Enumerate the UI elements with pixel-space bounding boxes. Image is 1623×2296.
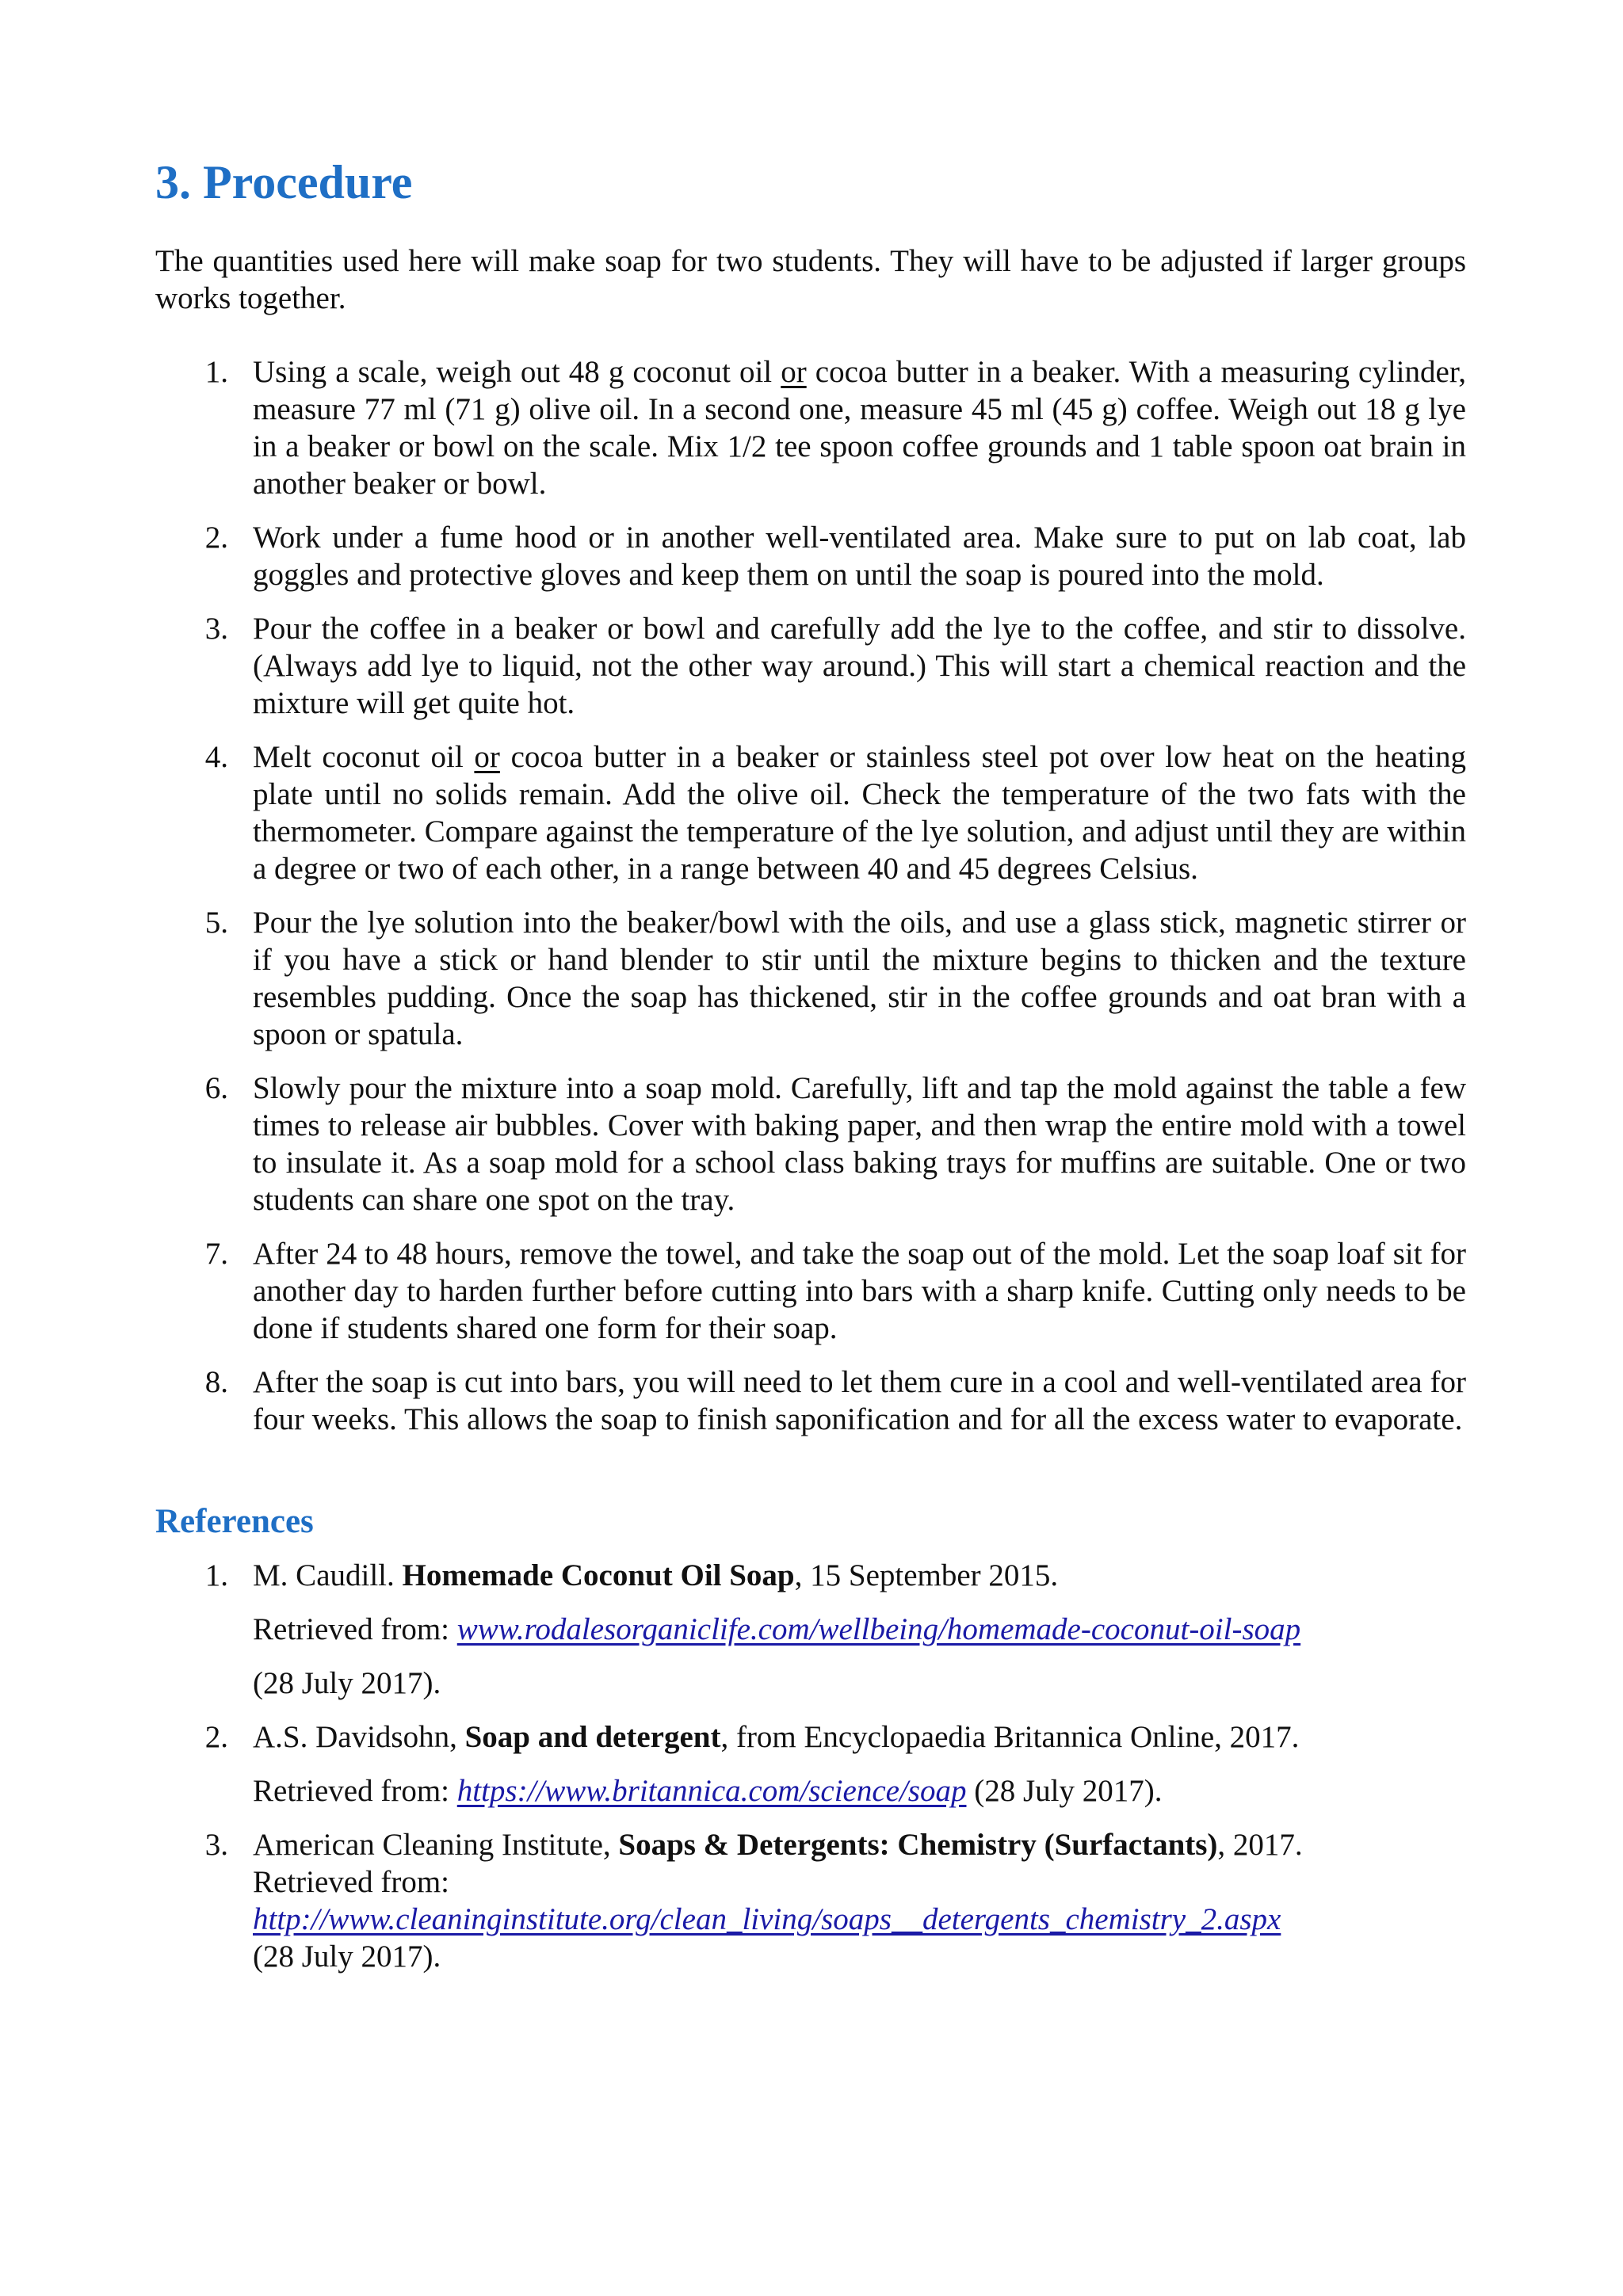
reference-date: (28 July 2017). (966, 1774, 1163, 1808)
references-title: References (155, 1503, 314, 1540)
step-number: 5. (204, 906, 228, 940)
procedure-step (155, 1070, 1466, 1219)
procedure-steps (155, 353, 1466, 1438)
reference-link-line (253, 1901, 1466, 1938)
step-text: Melt coconut oil or cocoa butter in a beaker or stainless steel pot over low heat on the heating plate until no solids remain. Add the olive oil. Check the temperature of the two fats with the thermometer. Compare against the temperature of the lye solution, and adjust until they are within a degree or two of each other, in a range between 40 and 45 degrees Celsius. (253, 740, 1466, 886)
procedure-step (155, 1235, 1466, 1347)
step-text: Pour the lye solution into the beaker/bowl with the oils, and use a glass stick, magnetic stirrer or if you have a stick or hand blender to stir until the mixture begins to thicken and the texture resembles pudding. Once the soap has thickened, stir in the coffee grounds and oat bran with a spoon or spatula. (253, 906, 1466, 1051)
intro-paragraph: The quantities used here will make soap for two students. They will have to be adjusted if larger groups works together. (155, 244, 1466, 315)
reference-work-title: Soaps & Detergents: Chemistry (Surfactants) (618, 1828, 1218, 1862)
reference-retrieved: Retrieved from: www.rodalesorganiclife.com/wellbeing/homemade-coconut-oil-soap (253, 1612, 1301, 1646)
procedure-step (155, 353, 1466, 502)
step-number: 4. (204, 740, 228, 774)
step-number: 2. (204, 521, 228, 555)
reference-number: 1. (204, 1558, 228, 1592)
section-title: 3. Procedure (155, 156, 413, 208)
procedure-step (155, 738, 1466, 887)
reference-date: (28 July 2017). (253, 1666, 441, 1700)
reference-item (155, 1557, 1466, 1702)
step-number: 6. (204, 1071, 228, 1105)
step-text: Using a scale, weigh out 48 g coconut oil or cocoa butter in a beaker. With a measuring cylinder, measure 77 ml (71 g) olive oil. In a second one, measure 45 ml (45 g) coffee. Weigh out 18 g lye in a beaker or bowl on the scale. Mix 1/2 tee spoon coffee grounds and 1 table spoon oat brain in another beaker or bowl. (253, 355, 1466, 501)
reference-work-title: Soap and detergent (464, 1720, 721, 1754)
step-text: Slowly pour the mixture into a soap mold. Carefully, lift and tap the mold against the table a few times to release air bubbles. Cover with baking paper, and then wrap the entire mold with a towel to insulate it. As a soap mold for a school class baking trays for muffins are suitable. One or two students can share one spot on the tray. (253, 1071, 1466, 1217)
step-number: 1. (204, 355, 228, 389)
reference-item (155, 1718, 1466, 1810)
page-content (155, 151, 1466, 1992)
procedure-step (155, 904, 1466, 1053)
underlined-or: or (474, 740, 500, 774)
reference-number: 3. (204, 1828, 228, 1862)
reference-citation: M. Caudill. Homemade Coconut Oil Soap, 15 September 2015. (253, 1558, 1059, 1592)
reference-link[interactable]: www.rodalesorganiclife.com/wellbeing/homemade-coconut-oil-soap (456, 1612, 1301, 1646)
procedure-step (155, 1363, 1466, 1438)
reference-date: (28 July 2017). (253, 1939, 441, 1974)
step-number: 3. (204, 612, 228, 646)
reference-number: 2. (204, 1720, 228, 1754)
reference-item (155, 1826, 1466, 1975)
step-text: After 24 to 48 hours, remove the towel, and take the soap out of the mold. Let the soap loaf sit for another day to harden further before cutting into bars with a sharp knife. Cutting only needs to be done if students shared one form for their soap. (253, 1237, 1466, 1345)
step-text: Pour the coffee in a beaker or bowl and carefully add the lye to the coffee, and stir to dissolve. (Always add lye to liquid, not the other way around.) This will start a chemical reaction and the mixture will get quite hot. (253, 612, 1466, 720)
procedure-step (155, 519, 1466, 593)
reference-work-title: Homemade Coconut Oil Soap (402, 1558, 795, 1592)
reference-link[interactable]: http://www.cleaninginstitute.org/clean_living/soaps__detergents_chemistry_2.aspx (253, 1902, 1281, 1936)
underlined-or: or (781, 355, 807, 389)
reference-retrieved: Retrieved from: (253, 1865, 449, 1899)
step-number: 7. (204, 1237, 228, 1271)
reference-citation: A.S. Davidsohn, Soap and detergent, from Encyclopaedia Britannica Online, 2017. (253, 1720, 1300, 1754)
step-number: 8. (204, 1365, 228, 1399)
reference-link[interactable]: https://www.britannica.com/science/soap (456, 1774, 967, 1808)
step-text: Work under a fume hood or in another well-ventilated area. Make sure to put on lab coat, lab goggles and protective gloves and keep them on until the soap is poured into the mold. (253, 521, 1466, 592)
references-list (155, 1557, 1466, 1975)
step-text: After the soap is cut into bars, you will need to let them cure in a cool and well-ventilated area for four weeks. This allows the soap to finish saponification and for all the excess water to evaporate. (253, 1365, 1466, 1436)
procedure-step (155, 610, 1466, 722)
reference-retrieved: Retrieved from: https://www.britannica.com/science/soap (28 July 2017). (253, 1774, 1163, 1808)
reference-citation: American Cleaning Institute, Soaps & Detergents: Chemistry (Surfactants), 2017. (253, 1828, 1303, 1862)
